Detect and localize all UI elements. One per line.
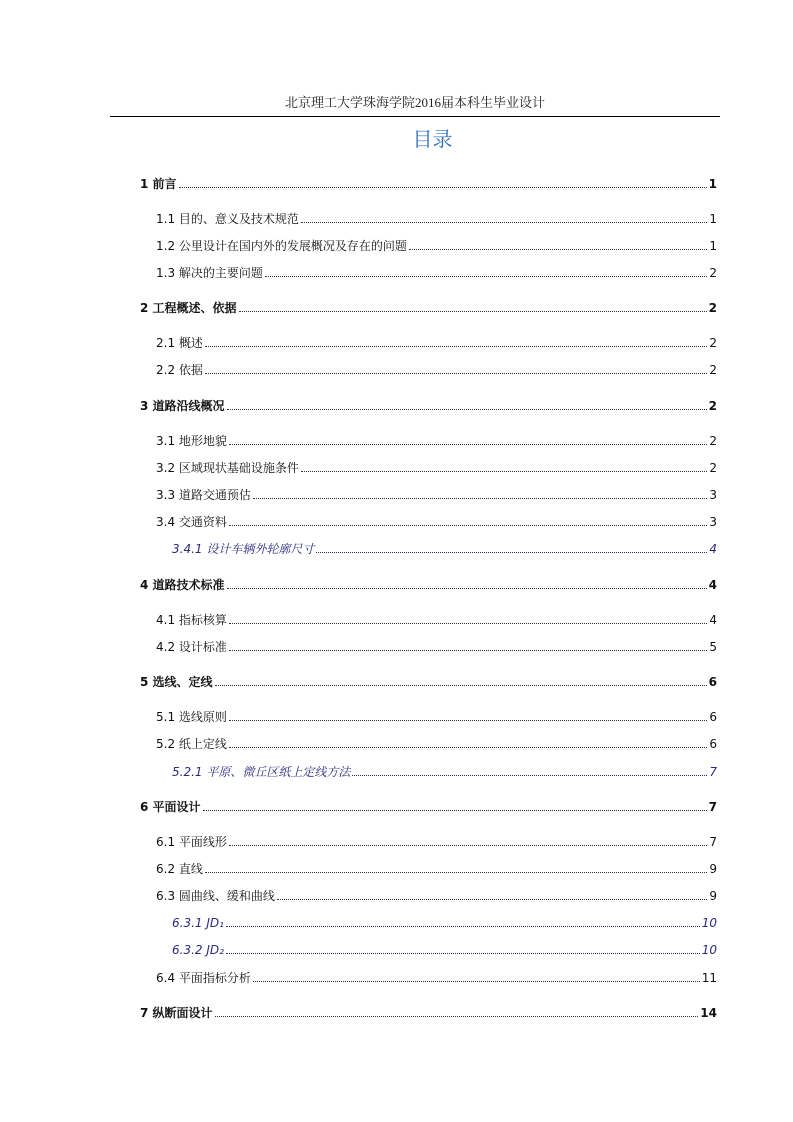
toc-entry-label: 2 工程概述、依据 — [140, 301, 237, 315]
toc-entry-label: 2.2 依据 — [156, 363, 203, 377]
toc-entry[interactable] — [156, 637, 717, 655]
toc-entry-label: 6.3.1 JD₁ — [172, 916, 224, 930]
toc-entry[interactable] — [156, 236, 717, 254]
dot-leader — [215, 685, 707, 686]
dot-leader — [229, 525, 707, 526]
toc-entry[interactable] — [156, 734, 717, 752]
dot-leader — [301, 222, 707, 223]
toc-entry-label: 3.2 区域现状基础设施条件 — [156, 461, 299, 475]
toc-entry-label: 5.1 选线原则 — [156, 710, 227, 724]
toc-entry[interactable] — [140, 575, 717, 593]
page-header: 北京理工大学珠海学院2016届本科生毕业设计 — [284, 95, 545, 110]
toc-entry-label: 4.1 指标核算 — [156, 613, 227, 627]
toc-entry-label: 1.2 公里设计在国内外的发展概况及存在的问题 — [156, 239, 407, 253]
toc-entry-label: 1.3 解决的主要问题 — [156, 266, 263, 280]
toc-entry-label: 6.3 圆曲线、缓和曲线 — [156, 889, 275, 903]
toc-entry-page-number: 2 — [709, 266, 717, 280]
toc-entry[interactable] — [156, 360, 717, 378]
toc-entry[interactable] — [156, 431, 717, 449]
toc-entry[interactable] — [156, 333, 717, 351]
toc-entry[interactable] — [140, 797, 717, 815]
toc-entry-page-number: 9 — [709, 862, 717, 876]
dot-leader — [226, 953, 700, 954]
toc-entry-page-number: 7 — [709, 765, 717, 779]
dot-leader — [239, 311, 707, 312]
header-rule — [110, 116, 720, 117]
toc-entry-label: 5 选线、定线 — [140, 675, 213, 689]
toc-entry-page-number: 1 — [709, 212, 717, 226]
toc-entry-label: 3.4.1 设计车辆外轮廓尺寸 — [172, 542, 315, 556]
toc-entry-label: 7 纵断面设计 — [140, 1006, 213, 1020]
toc-entry-page-number: 2 — [708, 399, 717, 413]
toc-entry-page-number: 2 — [709, 461, 717, 475]
toc-entry[interactable] — [156, 263, 717, 281]
toc-entry[interactable] — [140, 396, 717, 414]
dot-leader — [253, 981, 700, 982]
dot-leader — [229, 623, 707, 624]
toc-entry-page-number: 4 — [709, 542, 717, 556]
toc-entry-label: 6.1 平面线形 — [156, 835, 227, 849]
toc-entry-page-number: 9 — [709, 889, 717, 903]
toc-title: 目录 — [412, 127, 453, 151]
toc-entry-label: 1 前言 — [140, 177, 177, 191]
toc-entry[interactable] — [156, 859, 717, 877]
toc-entry-label: 4.2 设计标准 — [156, 640, 227, 654]
toc-entry-page-number: 3 — [709, 488, 717, 502]
toc-entry-page-number: 2 — [709, 434, 717, 448]
toc-entry[interactable] — [156, 886, 717, 904]
toc-entry[interactable] — [156, 832, 717, 850]
toc-entry[interactable] — [140, 298, 717, 316]
dot-leader — [352, 775, 707, 776]
dot-leader — [409, 249, 707, 250]
toc-entry[interactable] — [156, 209, 717, 227]
toc-entry-page-number: 2 — [709, 336, 717, 350]
toc-entry-label: 1.1 目的、意义及技术规范 — [156, 212, 299, 226]
dot-leader — [229, 650, 707, 651]
dot-leader — [316, 552, 707, 553]
toc-entry-page-number: 7 — [709, 835, 717, 849]
toc-entry[interactable] — [140, 174, 717, 192]
dot-leader — [227, 588, 707, 589]
toc-entry[interactable] — [156, 512, 717, 530]
toc-entry-label: 2.1 概述 — [156, 336, 203, 350]
toc-entry-page-number: 1 — [708, 177, 717, 191]
toc-entry-page-number: 2 — [709, 363, 717, 377]
toc-entry-page-number: 10 — [701, 943, 717, 957]
toc-entry[interactable] — [140, 1003, 717, 1021]
toc-entry[interactable] — [156, 707, 717, 725]
toc-entry[interactable] — [172, 539, 717, 557]
dot-leader — [203, 810, 707, 811]
toc-entry[interactable] — [172, 913, 717, 931]
dot-leader — [227, 409, 707, 410]
dot-leader — [205, 872, 707, 873]
dot-leader — [301, 471, 707, 472]
toc-entry-page-number: 6 — [709, 737, 717, 751]
dot-leader — [229, 747, 707, 748]
toc-entry-page-number: 6 — [708, 675, 717, 689]
dot-leader — [215, 1016, 699, 1017]
toc-entry[interactable] — [172, 940, 717, 958]
toc-entry-page-number: 3 — [709, 515, 717, 529]
toc-entry-label: 5.2 纸上定线 — [156, 737, 227, 751]
dot-leader — [226, 926, 700, 927]
toc-entry-page-number: 4 — [708, 578, 717, 592]
toc-entry-label: 6.4 平面指标分析 — [156, 971, 251, 985]
toc-entry-label: 3.3 道路交通预估 — [156, 488, 251, 502]
dot-leader — [205, 346, 707, 347]
toc-entry-label: 3.1 地形地貌 — [156, 434, 227, 448]
toc-entry-page-number: 14 — [700, 1006, 717, 1020]
dot-leader — [229, 845, 707, 846]
dot-leader — [205, 373, 707, 374]
dot-leader — [265, 276, 707, 277]
toc-entry[interactable] — [156, 610, 717, 628]
toc-entry-label: 3 道路沿线概况 — [140, 399, 225, 413]
toc-entry-page-number: 7 — [708, 800, 717, 814]
toc-entry-page-number: 4 — [709, 613, 717, 627]
dot-leader — [229, 444, 707, 445]
toc-entry-page-number: 11 — [701, 971, 717, 985]
toc-entry[interactable] — [140, 672, 717, 690]
toc-entry-label: 6.2 直线 — [156, 862, 203, 876]
toc-entry-label: 6.3.2 JD₂ — [172, 943, 224, 957]
dot-leader — [229, 720, 707, 721]
toc-entry-page-number: 2 — [708, 301, 717, 315]
dot-leader — [253, 498, 707, 499]
dot-leader — [277, 899, 707, 900]
toc-entry[interactable] — [156, 485, 717, 503]
toc-entry-label: 5.2.1 平原、微丘区纸上定线方法 — [172, 765, 351, 779]
toc-entry-label: 4 道路技术标准 — [140, 578, 225, 592]
toc-entry-page-number: 5 — [709, 640, 717, 654]
dot-leader — [179, 187, 707, 188]
toc-entry[interactable] — [172, 762, 717, 780]
toc-entry[interactable] — [156, 968, 717, 986]
toc-entry-page-number: 1 — [709, 239, 717, 253]
toc-entry-label: 3.4 交通资料 — [156, 515, 227, 529]
toc-entry-page-number: 6 — [709, 710, 717, 724]
toc-entry-label: 6 平面设计 — [140, 800, 201, 814]
toc-entry-page-number: 10 — [701, 916, 717, 930]
toc-entry[interactable] — [156, 458, 717, 476]
